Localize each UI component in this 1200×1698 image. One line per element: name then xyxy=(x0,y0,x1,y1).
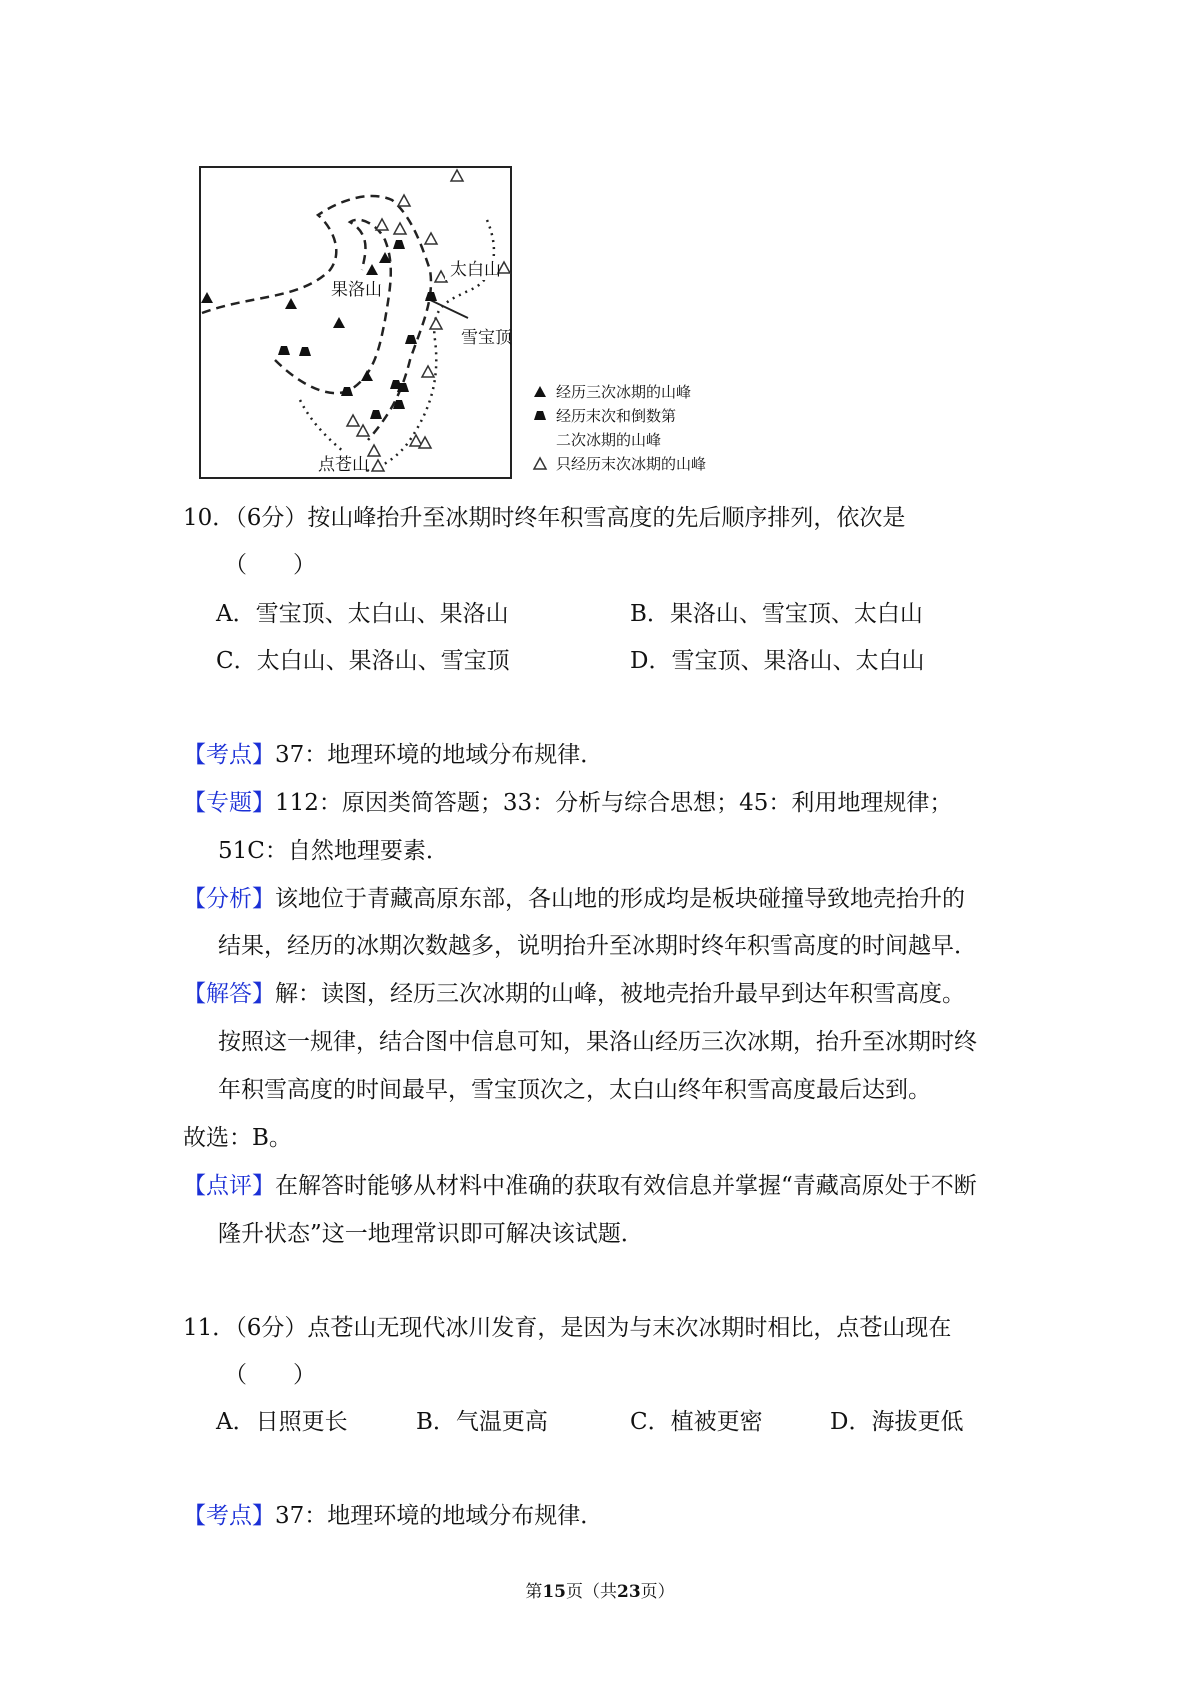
peak-marker xyxy=(405,335,417,344)
footer-mid: 页（共 xyxy=(566,1582,617,1602)
peak-marker xyxy=(393,240,405,249)
peak-marker xyxy=(372,460,384,471)
q10-kaodian xyxy=(183,744,603,767)
peak-marker xyxy=(425,233,437,244)
q10-fenxi-cont: 结果，经历的冰期次数越多，说明抬升至冰期时终年积雪高度的时间越早． xyxy=(218,933,977,959)
q10-jieda-cont-1: 按照这一规律，结合图中信息可知，果洛山经历三次冰期，抬升至冰期时终 xyxy=(218,1029,977,1055)
q10-option-a: A．雪宝顶、太白山、果洛山 xyxy=(216,601,509,627)
legend-item: 二次冰期的山峰 xyxy=(556,431,662,449)
filled-trapezoid-icon xyxy=(534,411,546,420)
peak-marker xyxy=(393,400,405,409)
q10-fenxi xyxy=(183,888,965,911)
peak-marker xyxy=(201,292,213,303)
zhuanti-text: 112：原因类简答题；33：分析与综合思想；45：利用地理规律； xyxy=(275,790,953,816)
q10-option-d: D．雪宝顶、果洛山、太白山 xyxy=(630,648,925,674)
dianping-tag: 【点评】 xyxy=(183,1173,275,1199)
peak-marker xyxy=(394,223,406,234)
map-legend xyxy=(534,383,706,473)
q11-kaodian xyxy=(183,1505,603,1528)
peak-marker xyxy=(422,366,434,377)
peaks-last-glaciation xyxy=(347,170,510,471)
footer-page-number: 15 xyxy=(542,1582,566,1602)
fenxi-tag: 【分析】 xyxy=(183,886,275,912)
glacier-map xyxy=(0,0,1200,500)
q10-dianping xyxy=(183,1175,977,1198)
peak-marker xyxy=(347,415,359,426)
filled-triangle-icon xyxy=(534,386,546,397)
legend-item: 经历末次和倒数第 xyxy=(556,407,677,425)
hollow-triangle-icon xyxy=(534,458,546,469)
peaks-two-glaciations xyxy=(278,240,437,419)
kaodian-tag: 【考点】 xyxy=(183,742,275,768)
q10-answer-paren: （ ） xyxy=(224,552,316,578)
dianping-text: 在解答时能够从材料中准确的获取有效信息并掌握“青藏高原处于不断 xyxy=(275,1173,977,1199)
kaodian-text: 37：地理环境的地域分布规律． xyxy=(275,1503,604,1529)
kaodian-tag: 【考点】 xyxy=(183,1503,275,1529)
jieda-text: 解：读图，经历三次冰期的山峰，被地壳抬升最早到达年积雪高度。 xyxy=(275,981,965,1007)
peak-marker xyxy=(425,292,437,301)
peak-marker xyxy=(368,445,380,456)
label-taibai: 太白山 xyxy=(450,260,501,280)
q11-option-c: C．植被更密 xyxy=(630,1409,763,1435)
q11-option-d: D．海拔更低 xyxy=(830,1409,964,1435)
peaks-three-glaciations xyxy=(201,252,391,381)
peak-marker xyxy=(366,264,378,275)
q11-option-a: A．日照更长 xyxy=(216,1409,348,1435)
q10-answer: 故选：B。 xyxy=(183,1125,292,1151)
footer-post: 页） xyxy=(640,1582,675,1602)
peak-marker xyxy=(285,298,297,309)
legend-item: 经历三次冰期的山峰 xyxy=(556,383,692,401)
peak-marker xyxy=(278,346,290,355)
label-xuebao: 雪宝顶 xyxy=(461,328,512,348)
q11-answer-paren: （ ） xyxy=(224,1362,316,1388)
q11-stem: 11．（6分）点苍山无现代冰川发育，是因为与末次冰期时相比，点苍山现在 xyxy=(183,1315,952,1341)
peak-marker xyxy=(451,170,463,181)
page-footer xyxy=(0,1577,1200,1602)
label-guoluo: 果洛山 xyxy=(331,280,382,300)
q10-stem: 10．（6分）按山峰抬升至冰期时终年积雪高度的先后顺序排列，依次是 xyxy=(183,505,906,531)
legend-item: 只经历末次冰期的山峰 xyxy=(556,455,707,473)
peak-marker xyxy=(376,219,388,230)
jieda-tag: 【解答】 xyxy=(183,981,275,1007)
label-diancang: 点苍山 xyxy=(318,455,369,475)
q11-option-b: B．气温更高 xyxy=(416,1409,548,1435)
kaodian-text: 37：地理环境的地域分布规律． xyxy=(275,742,604,768)
peak-marker xyxy=(361,370,373,381)
fenxi-text: 该地位于青藏高原东部，各山地的形成均是板块碰撞导致地壳抬升的 xyxy=(275,886,965,912)
q10-jieda-cont-2: 年积雪高度的时间最早，雪宝顶次之，太白山终年积雪高度最后达到。 xyxy=(218,1077,931,1103)
q10-zhuanti-cont: 51C：自然地理要素． xyxy=(218,838,449,864)
peak-marker xyxy=(299,347,311,356)
q10-option-c: C．太白山、果洛山、雪宝顶 xyxy=(216,648,510,674)
q10-dianping-cont: 隆升状态”这一地理常识即可解决该试题． xyxy=(218,1221,644,1247)
peak-marker xyxy=(398,195,410,206)
footer-total-pages: 23 xyxy=(617,1582,641,1602)
q10-jieda xyxy=(183,983,965,1006)
peak-marker xyxy=(430,318,442,329)
q10-option-b: B．果洛山、雪宝顶、太白山 xyxy=(630,601,923,627)
zhuanti-tag: 【专题】 xyxy=(183,790,275,816)
peak-marker xyxy=(333,317,345,328)
q10-zhuanti xyxy=(183,792,952,815)
peak-marker xyxy=(370,410,382,419)
footer-pre: 第 xyxy=(525,1582,543,1602)
peak-marker xyxy=(341,387,353,396)
